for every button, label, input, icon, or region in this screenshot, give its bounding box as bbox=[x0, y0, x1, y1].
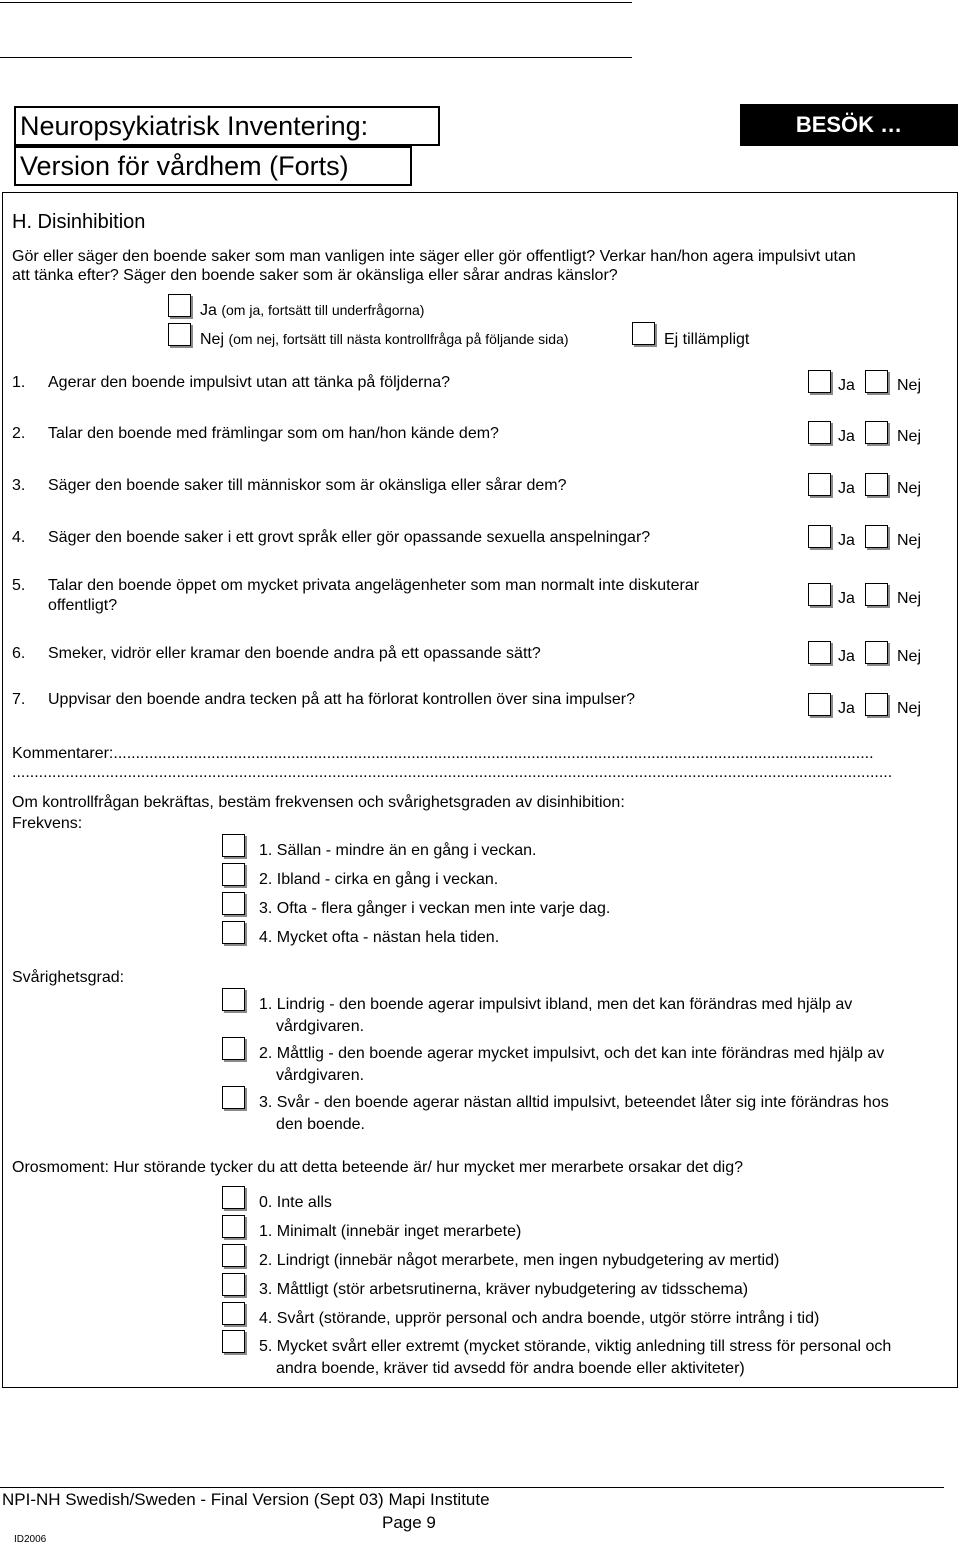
title-line-2: Version för vårdhem (Forts) bbox=[14, 146, 412, 186]
distress-option: 1. Minimalt (innebär inget merarbete) bbox=[259, 1223, 522, 1240]
screen-no-checkbox[interactable] bbox=[168, 323, 191, 346]
distress-checkbox[interactable] bbox=[222, 1186, 245, 1209]
frequency-label: Frekvens: bbox=[12, 815, 83, 832]
severity-option-cont: vårdgivaren. bbox=[276, 1067, 365, 1084]
title-line-1: Neuropsykiatrisk Inventering: bbox=[14, 106, 440, 146]
severity-option-cont: vårdgivaren. bbox=[276, 1018, 365, 1035]
frequency-checkbox[interactable] bbox=[222, 921, 245, 944]
question-text: Smeker, vidrör eller kramar den boende andra på ett opassande sätt? bbox=[48, 645, 541, 662]
yes-label: Ja bbox=[838, 590, 855, 607]
yes-checkbox[interactable] bbox=[808, 583, 831, 606]
yes-checkbox[interactable] bbox=[808, 473, 831, 496]
question-text: Säger den boende saker till människor som är okänsliga eller sårar dem? bbox=[48, 477, 567, 494]
distress-checkbox[interactable] bbox=[222, 1273, 245, 1296]
footer-rule bbox=[0, 1487, 944, 1488]
question-text-cont: offentligt? bbox=[48, 597, 118, 614]
no-label: Nej bbox=[897, 428, 922, 445]
question-number: 4. bbox=[12, 529, 26, 546]
no-label: Nej bbox=[897, 377, 922, 394]
yes-label: Ja bbox=[838, 428, 855, 445]
question-number: 2. bbox=[12, 425, 26, 442]
comments-label: Kommentarer:........................................................................................................................................................................... bbox=[12, 745, 874, 762]
intro-line-2: att tänka efter? Säger den boende saker som är okänsliga eller sårar andras känslor? bbox=[12, 267, 618, 284]
no-checkbox[interactable] bbox=[865, 421, 888, 444]
visit-badge: BESÖK … bbox=[740, 104, 958, 146]
yes-checkbox[interactable] bbox=[808, 370, 831, 393]
screen-na-label: Ej tillämpligt bbox=[664, 331, 750, 348]
no-checkbox[interactable] bbox=[865, 641, 888, 664]
severity-label: Svårighetsgrad: bbox=[12, 969, 125, 986]
screen-yes: Ja (om ja, fortsätt till underfrågorna) bbox=[200, 302, 425, 319]
yes-checkbox[interactable] bbox=[808, 641, 831, 664]
no-label: Nej bbox=[897, 700, 922, 717]
question-text: Säger den boende saker i ett grovt språk eller gör opassande sexuella anspelningar? bbox=[48, 529, 651, 546]
distress-checkbox[interactable] bbox=[222, 1244, 245, 1267]
yes-label: Ja bbox=[838, 480, 855, 497]
document-id: ID2006 bbox=[14, 1534, 47, 1545]
question-text: Uppvisar den boende andra tecken på att ha förlorat kontrollen över sina impulser? bbox=[48, 691, 636, 708]
frequency-checkbox[interactable] bbox=[222, 892, 245, 915]
header-rule-top bbox=[0, 2, 632, 3]
distress-checkbox[interactable] bbox=[222, 1215, 245, 1238]
frequency-checkbox[interactable] bbox=[222, 834, 245, 857]
severity-option: 1. Lindrig - den boende agerar impulsivt ibland, men det kan förändras med hjälp av bbox=[259, 996, 853, 1013]
severity-checkbox[interactable] bbox=[222, 1037, 245, 1060]
no-checkbox[interactable] bbox=[865, 693, 888, 716]
no-checkbox[interactable] bbox=[865, 583, 888, 606]
distress-checkbox[interactable] bbox=[222, 1302, 245, 1325]
no-label: Nej bbox=[897, 480, 922, 497]
question-number: 6. bbox=[12, 645, 26, 662]
distress-option: 4. Svårt (störande, upprör personal och andra boende, utgör större intrång i tid) bbox=[259, 1310, 820, 1327]
severity-option: 2. Måttlig - den boende agerar mycket impulsivt, och det kan inte förändras med hjälp av bbox=[259, 1045, 885, 1062]
distress-text: Orosmoment: Hur störande tycker du att detta beteende är/ hur mycket mer merarbete orsakar det dig? bbox=[12, 1159, 744, 1176]
screen-na-checkbox[interactable] bbox=[632, 322, 655, 345]
distress-option: 5. Mycket svårt eller extremt (mycket störande, viktig anledning till stress för personal och bbox=[259, 1338, 892, 1355]
section-heading: H. Disinhibition bbox=[12, 211, 146, 233]
question-number: 7. bbox=[12, 691, 26, 708]
frequency-checkbox[interactable] bbox=[222, 863, 245, 886]
question-number: 1. bbox=[12, 374, 26, 391]
distress-option: 2. Lindrigt (innebär något merarbete, men ingen nybudgetering av mertid) bbox=[259, 1252, 780, 1269]
page-number: Page 9 bbox=[382, 1513, 436, 1532]
no-checkbox[interactable] bbox=[865, 525, 888, 548]
no-label: Nej bbox=[897, 590, 922, 607]
distress-checkbox[interactable] bbox=[222, 1330, 245, 1353]
distress-option: 0. Inte alls bbox=[259, 1194, 332, 1211]
yes-label: Ja bbox=[838, 700, 855, 717]
screen-yes-checkbox[interactable] bbox=[168, 294, 191, 317]
frequency-option: 2. Ibland - cirka en gång i veckan. bbox=[259, 871, 499, 888]
no-checkbox[interactable] bbox=[865, 370, 888, 393]
question-number: 5. bbox=[12, 577, 26, 594]
question-text: Talar den boende öppet om mycket privata angelägenheter som man normalt inte diskuterar bbox=[48, 577, 700, 594]
no-label: Nej bbox=[897, 532, 922, 549]
yes-checkbox[interactable] bbox=[808, 693, 831, 716]
header-rule-bottom bbox=[0, 57, 632, 58]
no-label: Nej bbox=[897, 648, 922, 665]
frequency-option: 3. Ofta - flera gånger i veckan men inte varje dag. bbox=[259, 900, 611, 917]
question-number: 3. bbox=[12, 477, 26, 494]
severity-option-cont: den boende. bbox=[276, 1116, 365, 1133]
footer-line: NPI-NH Swedish/Sweden - Final Version (Sept 03) Mapi Institute bbox=[2, 1490, 490, 1509]
yes-label: Ja bbox=[838, 648, 855, 665]
comments-dots[interactable]: ...................................................................................................................................................................................................... bbox=[12, 764, 893, 781]
distress-option-cont: andra boende, kräver tid avsedd för andra boende eller aktiviteter) bbox=[276, 1360, 745, 1377]
question-text: Agerar den boende impulsivt utan att tänka på följderna? bbox=[48, 374, 451, 391]
distress-option: 3. Måttligt (stör arbetsrutinerna, kräver nybudgetering av tidsschema) bbox=[259, 1281, 749, 1298]
yes-checkbox[interactable] bbox=[808, 525, 831, 548]
confirm-text: Om kontrollfrågan bekräftas, bestäm frekvensen och svårighetsgraden av disinhibition: bbox=[12, 794, 625, 811]
no-checkbox[interactable] bbox=[865, 473, 888, 496]
frequency-option: 4. Mycket ofta - nästan hela tiden. bbox=[259, 929, 500, 946]
question-text: Talar den boende med främlingar som om han/hon kände dem? bbox=[48, 425, 499, 442]
frequency-option: 1. Sällan - mindre än en gång i veckan. bbox=[259, 842, 537, 859]
severity-checkbox[interactable] bbox=[222, 1086, 245, 1109]
yes-label: Ja bbox=[838, 377, 855, 394]
yes-label: Ja bbox=[838, 532, 855, 549]
severity-checkbox[interactable] bbox=[222, 988, 245, 1011]
screen-no: Nej (om nej, fortsätt till nästa kontrollfråga på följande sida) bbox=[200, 331, 569, 348]
yes-checkbox[interactable] bbox=[808, 421, 831, 444]
severity-option: 3. Svår - den boende agerar nästan alltid impulsivt, beteendet låter sig inte förändras hos bbox=[259, 1094, 889, 1111]
intro-line-1: Gör eller säger den boende saker som man vanligen inte säger eller gör offentligt? Verkar han/hon agera impulsivt utan bbox=[12, 248, 856, 265]
